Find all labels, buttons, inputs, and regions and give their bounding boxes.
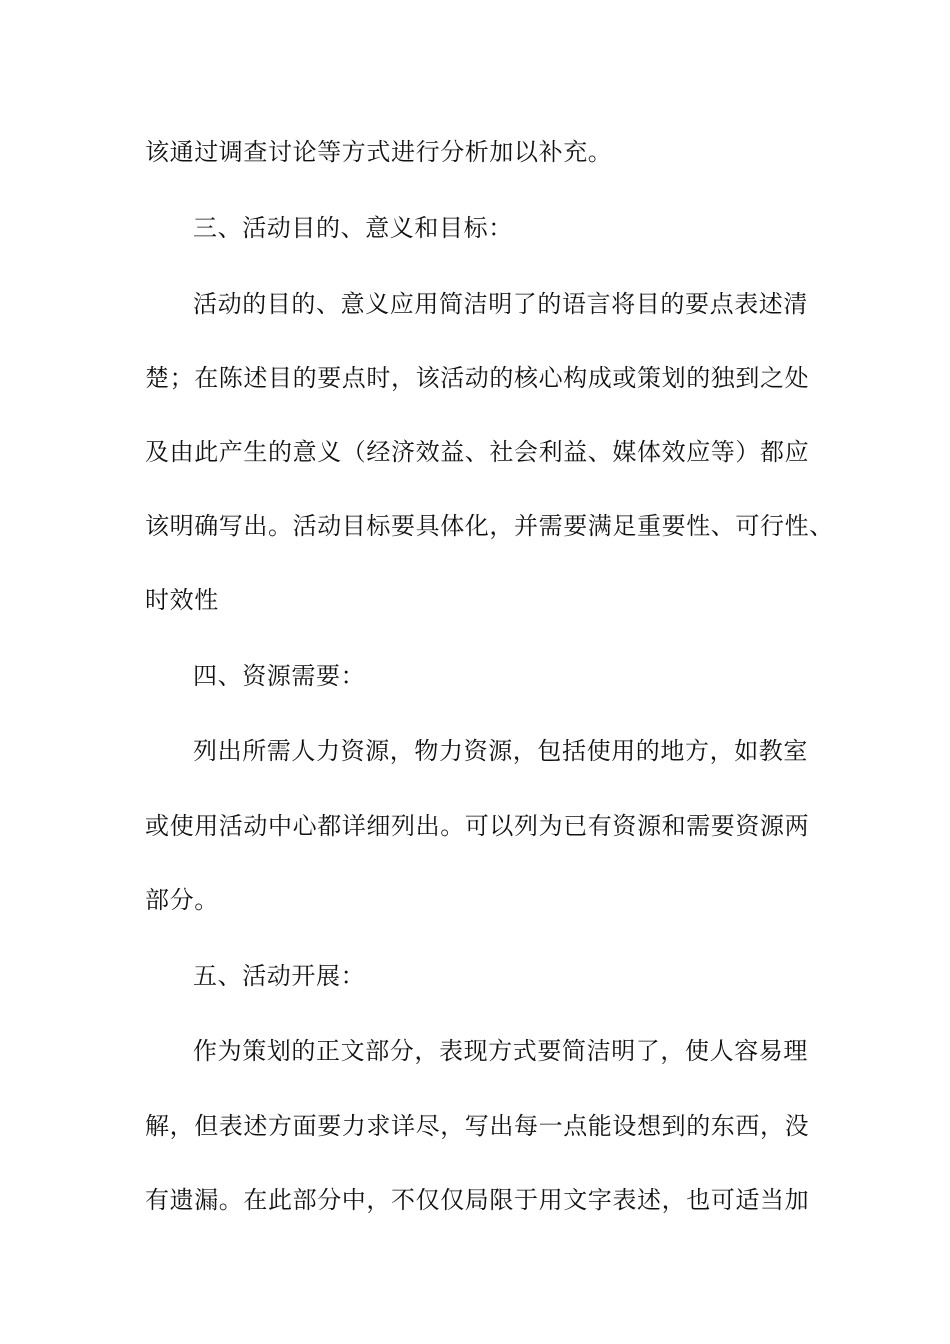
body-text-line: 或使用活动中心都详细列出。可以列为已有资源和需要资源两 <box>145 812 810 840</box>
body-text-line: 活动的目的、意义应用简洁明了的语言将目的要点表述清 <box>193 290 808 318</box>
section-heading-resources: 四、资源需要： <box>193 662 366 690</box>
paragraph-continuation-line: 该通过调查讨论等方式进行分析加以补充。 <box>145 138 613 166</box>
body-text-line: 部分。 <box>145 886 219 914</box>
body-text-line: 列出所需人力资源，物力资源，包括使用的地方，如教室 <box>193 737 808 765</box>
section-heading-activity: 五、活动开展： <box>193 962 366 990</box>
body-text-line: 有遗漏。在此部分中，不仅仅局限于用文字表述，也可适当加 <box>145 1186 810 1214</box>
body-text-line: 作为策划的正文部分，表现方式要简洁明了，使人容易理 <box>193 1037 808 1065</box>
section-heading-goals: 三、活动目的、意义和目标： <box>193 214 513 242</box>
body-text-line: 解，但表述方面要力求详尽，写出每一点能设想到的东西，没 <box>145 1112 810 1140</box>
body-text-line: 时效性 <box>145 586 219 614</box>
body-text-line: 该明确写出。活动目标要具体化，并需要满足重要性、可行性、 <box>145 512 834 540</box>
body-text-line: 及由此产生的意义（经济效益、社会利益、媒体效应等）都应 <box>145 438 810 466</box>
body-text-line: 楚；在陈述目的要点时，该活动的核心构成或策划的独到之处 <box>145 364 810 392</box>
